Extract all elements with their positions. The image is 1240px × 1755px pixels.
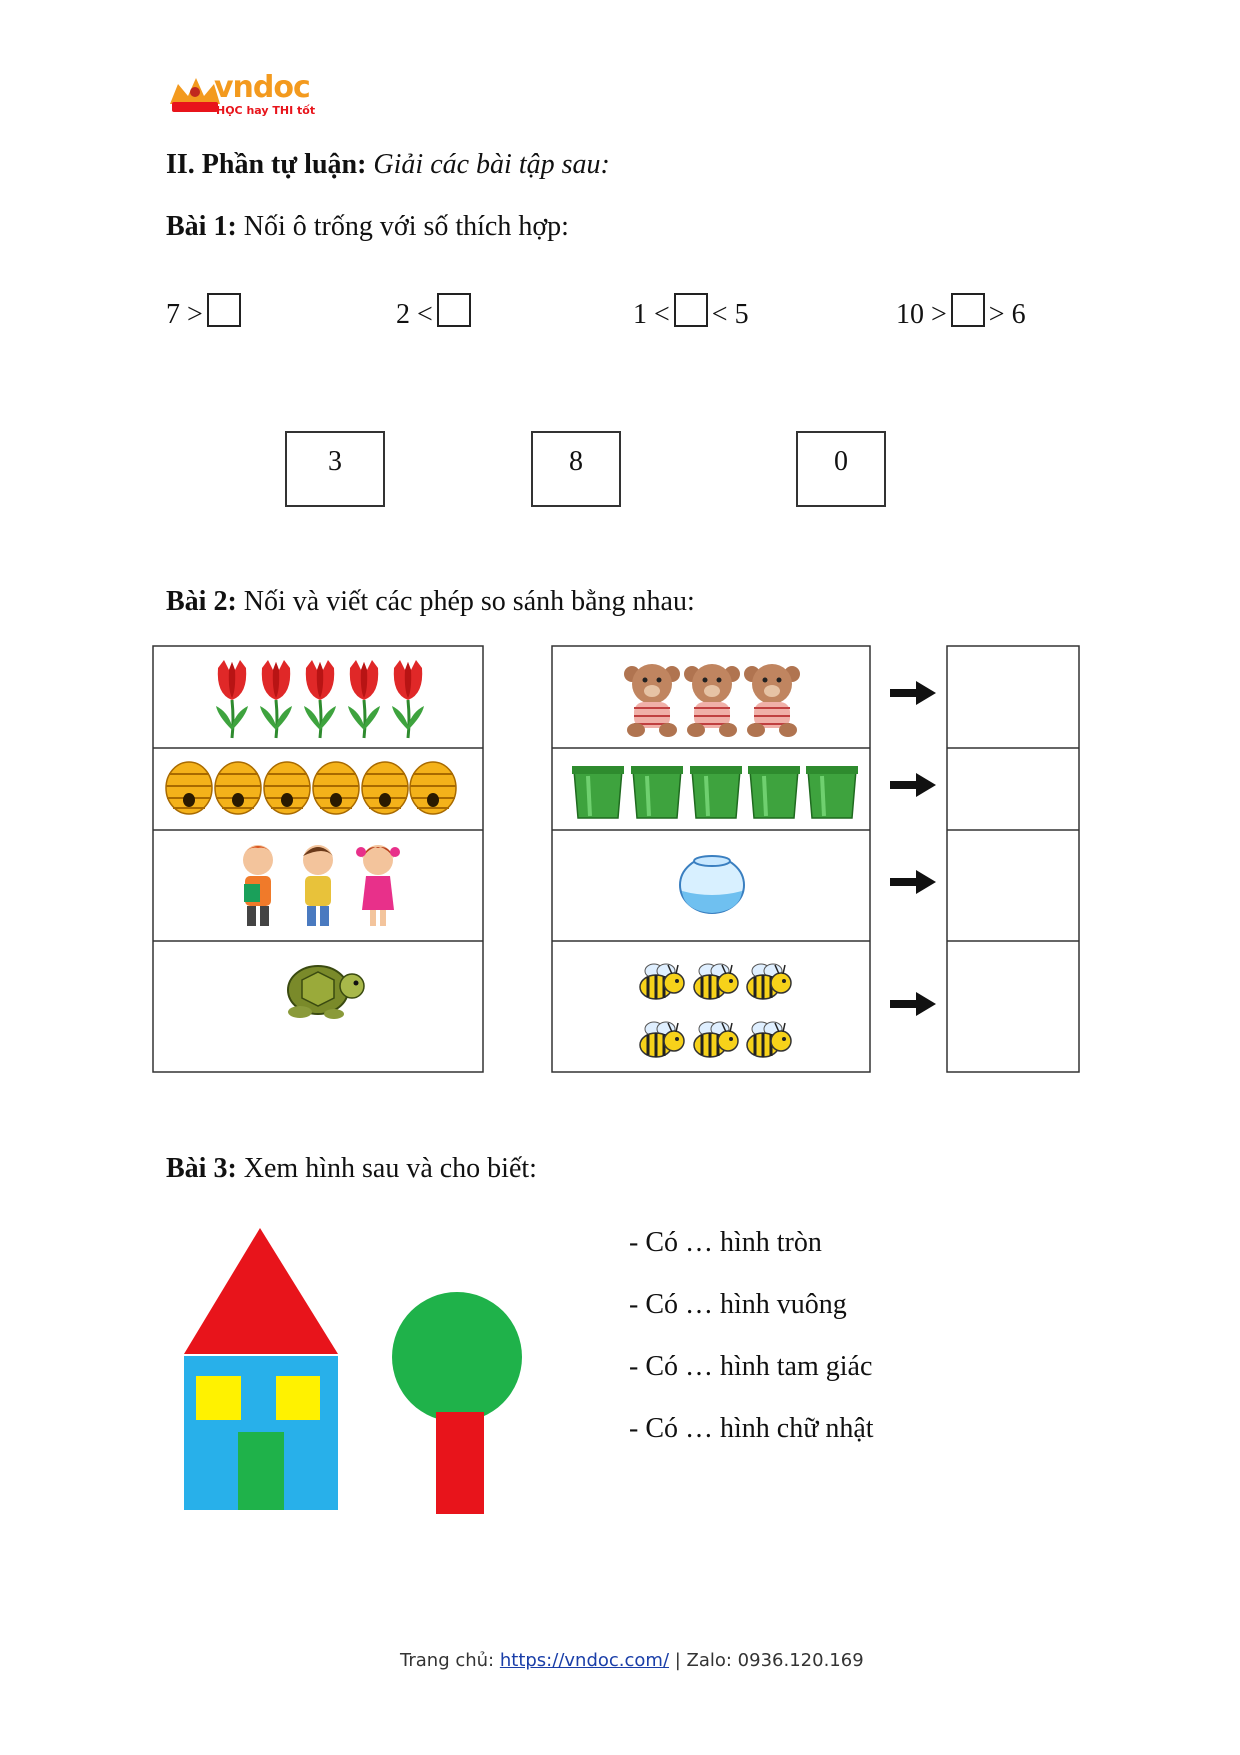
- expr-3-right: < 5: [711, 299, 749, 330]
- bai1-label: Bài 1:: [166, 211, 237, 242]
- flower-pot-icon: [572, 766, 858, 818]
- section-subtitle: Giải các bài tập sau:: [373, 149, 610, 180]
- square-shape: [276, 1376, 320, 1420]
- footer-prefix: Trang chủ:: [400, 1650, 495, 1671]
- bee-icon: [640, 964, 791, 1057]
- expr-4-right: > 6: [988, 299, 1026, 330]
- bai3-line: - Có … hình tròn: [629, 1227, 822, 1258]
- expr-2-left: 2 <: [396, 299, 433, 330]
- expr-4-left: 10 >: [896, 299, 947, 330]
- turtle-icon: [288, 966, 364, 1019]
- fish-bowl-icon: [680, 856, 744, 913]
- bai3-line: - Có … hình tam giác: [629, 1351, 873, 1382]
- bai3-heading: [166, 1152, 537, 1186]
- logo-brand: vndoc: [214, 70, 310, 105]
- children-icon: [243, 845, 400, 926]
- bai3-label: Bài 3:: [166, 1153, 237, 1184]
- answer-column[interactable]: [947, 646, 1079, 1072]
- teddy-bear-icon: [624, 664, 800, 737]
- number-box-0[interactable]: 0: [796, 431, 886, 507]
- rectangle-shape: [436, 1412, 484, 1514]
- arrow-icon: [890, 681, 936, 1016]
- circle-shape: [392, 1292, 522, 1422]
- number-box-3[interactable]: 3: [285, 431, 385, 507]
- number-box-8[interactable]: 8: [531, 431, 621, 507]
- tree-figure: [392, 1292, 522, 1514]
- tulip-icon: [216, 660, 424, 738]
- bai3-line: - Có … hình vuông: [629, 1289, 847, 1320]
- triangle-shape: [184, 1228, 338, 1354]
- footer-zalo: | Zalo: 0936.120.169: [669, 1650, 864, 1671]
- bai2-text: Nối và viết các phép so sánh bằng nhau:: [243, 586, 695, 617]
- logo-tagline: HỌC hay THI tốt: [216, 104, 316, 117]
- beehive-icon: [166, 762, 456, 814]
- bai1-text: Nối ô trống với số thích hợp:: [243, 211, 569, 242]
- homepage-link[interactable]: https://vndoc.com/: [499, 1650, 670, 1671]
- rectangle-shape: [238, 1432, 284, 1510]
- footer: [400, 1650, 864, 1671]
- expr-3-left: 1 <: [633, 299, 670, 330]
- square-shape: [196, 1376, 241, 1420]
- section-title: II. Phần tự luận:: [166, 149, 367, 180]
- bai3-text: Xem hình sau và cho biết:: [243, 1153, 537, 1184]
- bai2-label: Bài 2:: [166, 586, 237, 617]
- house-figure: [184, 1228, 338, 1510]
- expr-1-left: 7 >: [166, 299, 203, 330]
- bai3-line: - Có … hình chữ nhật: [629, 1413, 874, 1444]
